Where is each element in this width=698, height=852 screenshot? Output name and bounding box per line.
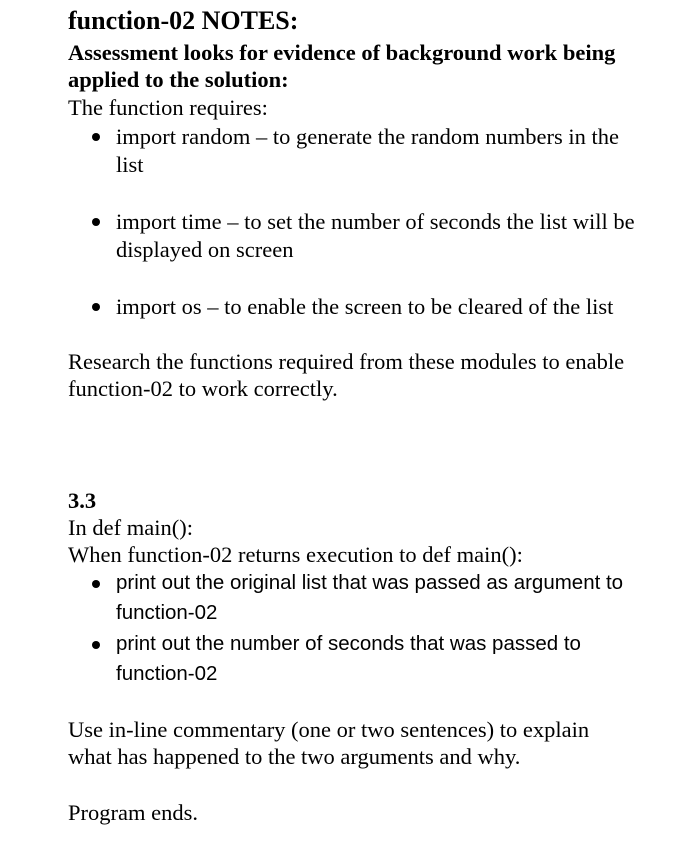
list-item-text: function-02 [116, 662, 218, 685]
bullet-icon [92, 303, 100, 311]
list-item-text: function-02 [116, 601, 218, 624]
list-item-text: displayed on screen [116, 237, 294, 262]
list-item-text: print out the number of seconds that was passed to [116, 632, 581, 655]
when-text: When function-02 returns execution to def main(): [68, 542, 523, 567]
bullet-icon [92, 641, 100, 649]
assessment-heading-line1: Assessment looks for evidence of background work being [68, 40, 616, 65]
research-text-line2: function-02 to work correctly. [68, 376, 338, 401]
section-number: 3.3 [68, 488, 97, 513]
bullet-icon [92, 218, 100, 226]
commentary-text-line2: what has happened to the two arguments and why. [68, 744, 521, 769]
list-item-text: list [116, 152, 144, 177]
context-text: In def main(): [68, 515, 193, 540]
list-item-text: import random – to generate the random numbers in the [116, 124, 619, 149]
program-ends-text: Program ends. [68, 800, 198, 825]
commentary-text-line1: Use in-line commentary (one or two sentences) to explain [68, 717, 590, 742]
list-item-text: print out the original list that was passed as argument to [116, 571, 624, 594]
list-item-text: import os – to enable the screen to be cleared of the list [116, 294, 614, 319]
notes-title: function-02 NOTES: [68, 6, 299, 35]
bullet-icon [92, 133, 100, 141]
bullet-icon [92, 580, 100, 588]
research-text-line1: Research the functions required from these modules to enable [68, 349, 625, 374]
assessment-heading-line2: applied to the solution: [68, 67, 289, 92]
intro-text: The function requires: [68, 95, 268, 120]
list-item-text: import time – to set the number of seconds the list will be [116, 209, 635, 234]
